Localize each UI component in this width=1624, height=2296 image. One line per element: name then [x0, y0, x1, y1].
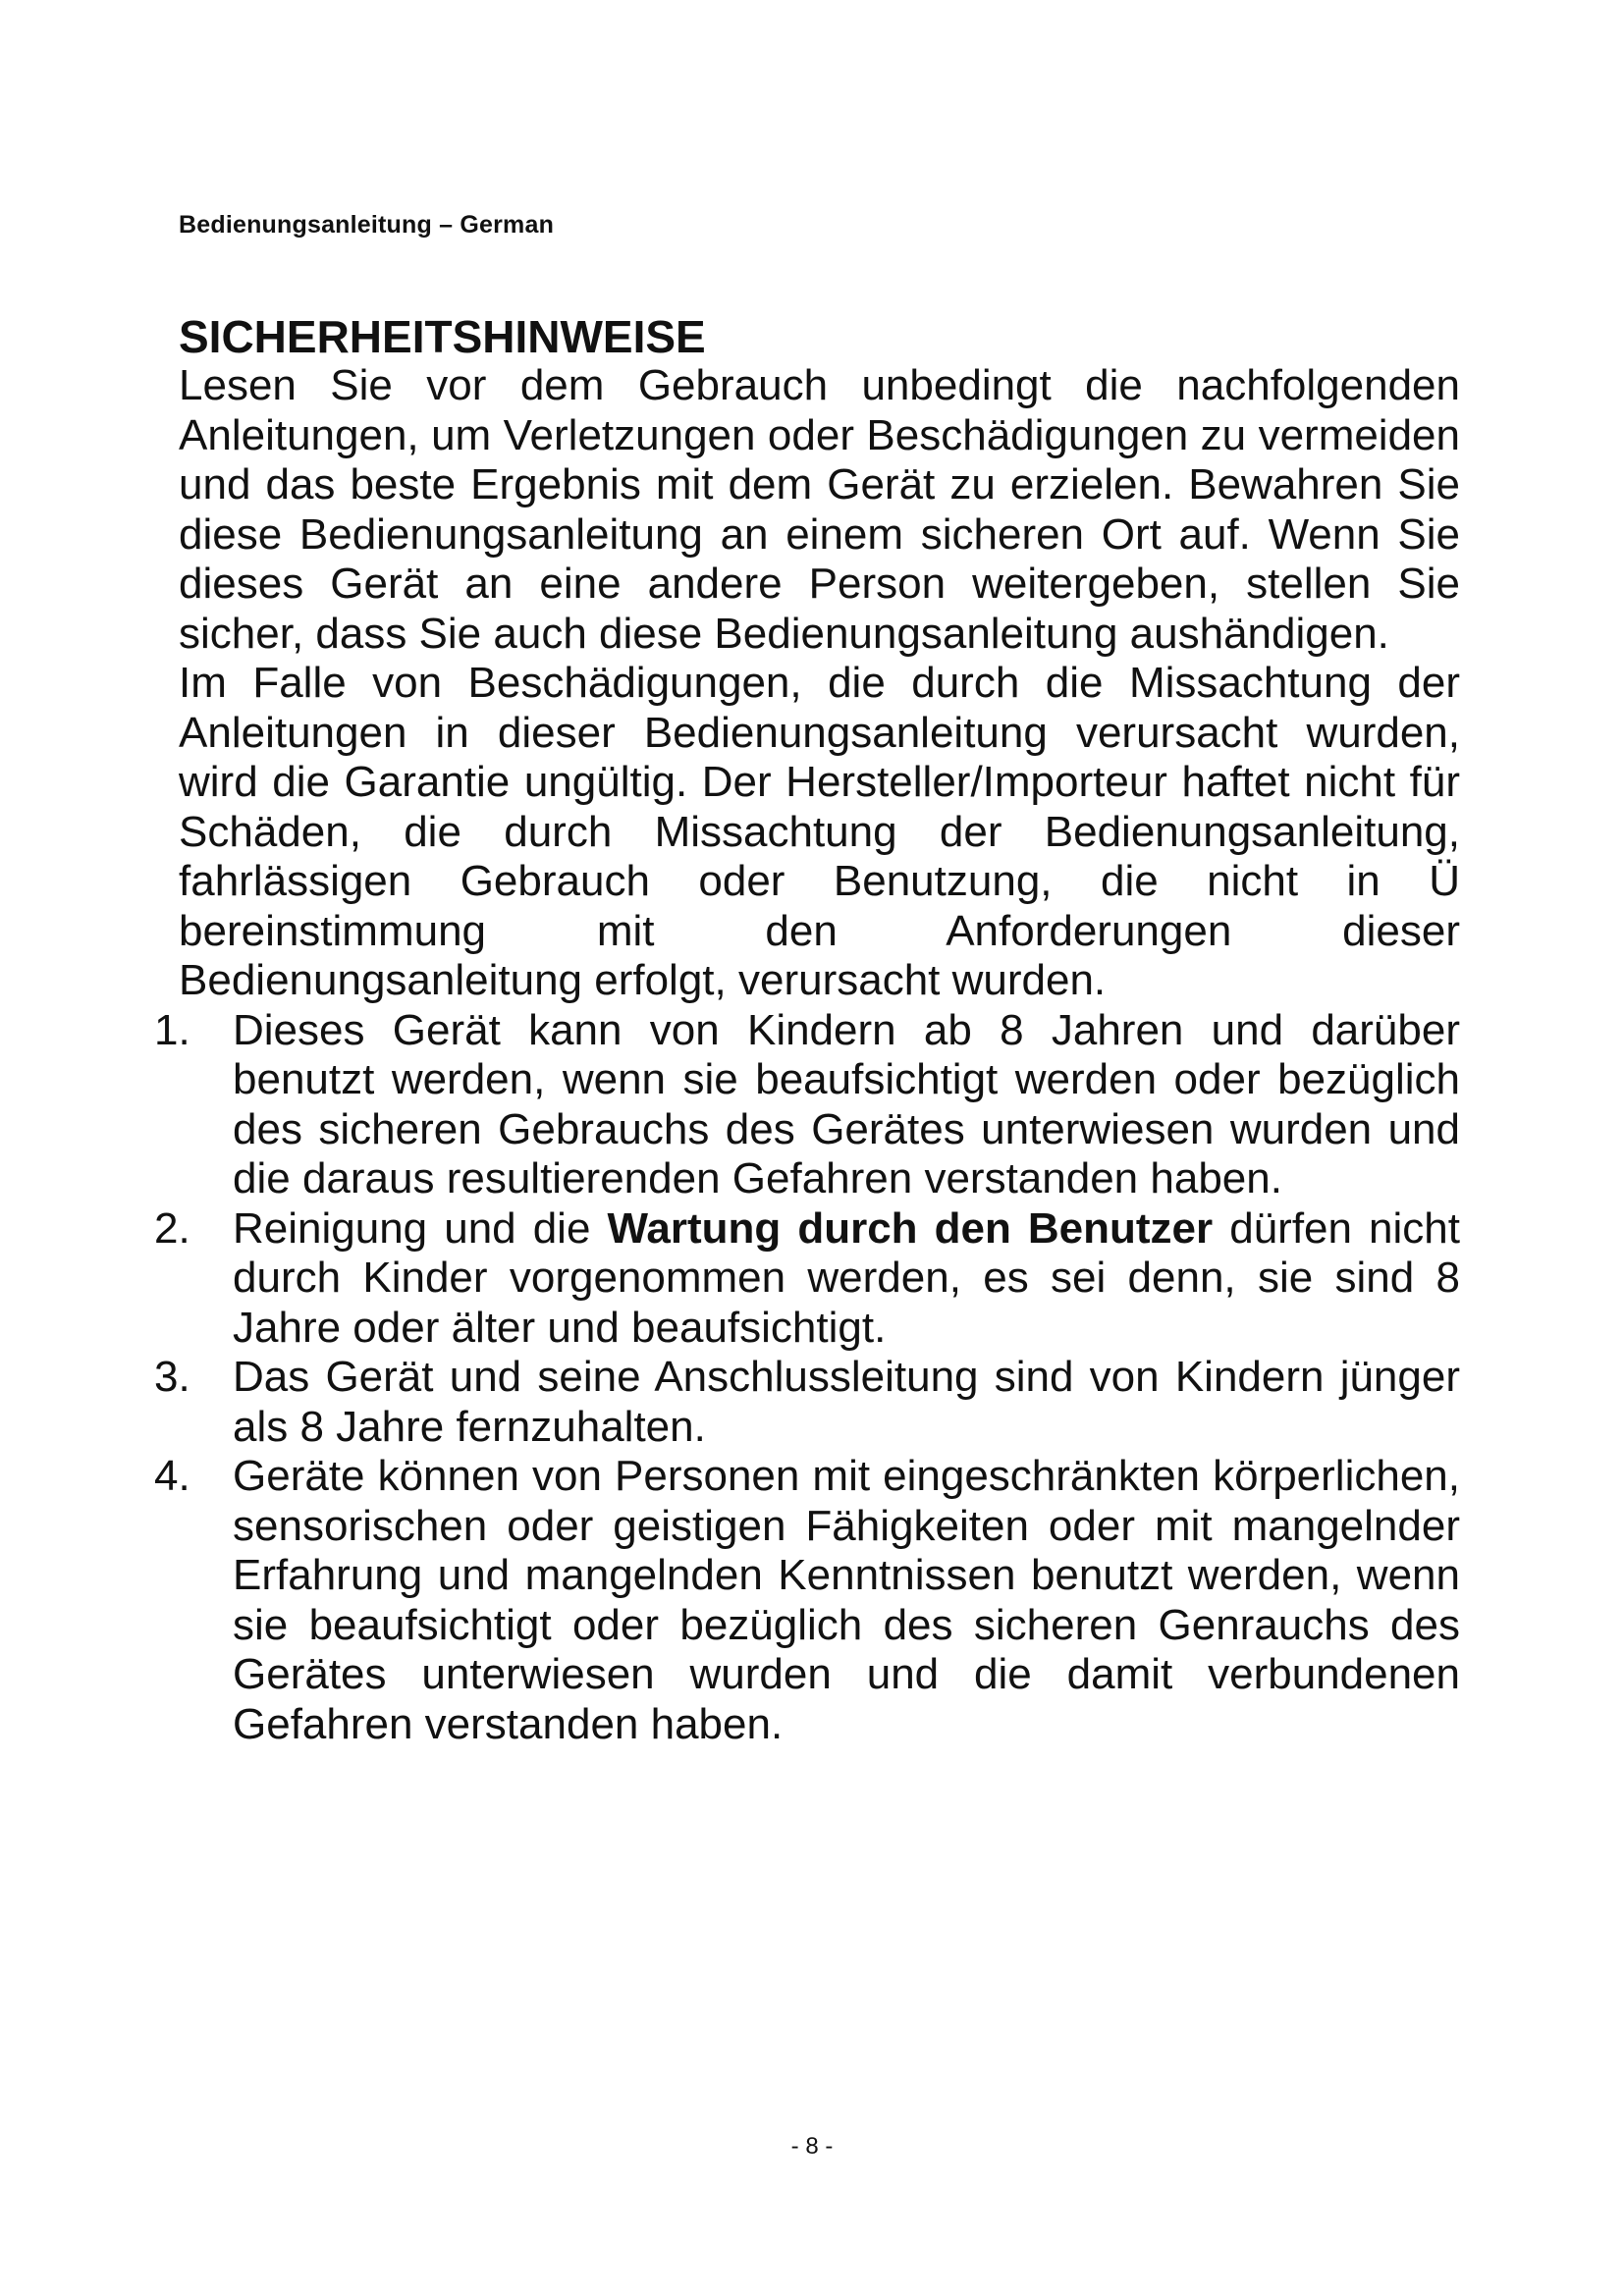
list-item-number: 2. [154, 1203, 190, 1253]
page-number: - 8 - [790, 2133, 834, 2160]
list-item [154, 1452, 1460, 1749]
intro-paragraph-1: Lesen Sie vor dem Gebrauch unbedingt die nachfolgenden Anleitungen, um Verletzungen oder Beschädigungen zu vermeiden und das beste Ergebnis mit dem Gerät zu erzielen. Bewahren Sie diese Bedienungsanleitung an einem sicheren Ort auf. Wenn Sie dieses Gerät an eine andere Person weitergeben, stellen Sie sicher, dass Sie auch diese Bedienungsanleitung aushändigen. [179, 361, 1460, 658]
list-item [154, 1203, 1460, 1354]
list-item-text-bold: Wartung durch den Benutzer [607, 1203, 1214, 1253]
safety-section [154, 311, 1460, 1749]
list-item-number: 1. [154, 1005, 190, 1054]
list-item-text: Geräte können von Personen mit eingeschränkten körperlichen, sensorischen oder geistigen Fähigkeiten oder mit mangelnder Erfahrung und mangelnden Kenntnissen benutzt werden, wenn sie beaufsichtigt oder bezüglich des sicheren Genrauchs des Gerätes unterwiesen wurden und die damit verbundenen Gefahren verstanden haben. [233, 1452, 1460, 1748]
section-title: SICHERHEITSHINWEISE [179, 311, 706, 362]
list-item-text-start: Reinigung und die [233, 1203, 608, 1253]
list-item-text [233, 1204, 1460, 1352]
list-item-text: Dieses Gerät kann von Kindern ab 8 Jahren und darüber benutzt werden, wenn sie beaufsichtigt werden oder bezüglich des sicheren Gebrauchs des Gerätes unterwiesen wurden und die daraus resultierenden Gefahren verstanden haben. [233, 1005, 1460, 1202]
running-header: Bedienungsanleitung – German [179, 211, 555, 239]
list-item [154, 1353, 1460, 1452]
list-item-text-end: dürfen nicht durch Kinder vorgenommen werden, es sei denn, sie sind 8 Jahre oder älter und beaufsichtigt. [233, 1203, 1460, 1352]
list-item-number: 4. [154, 1452, 190, 1500]
list-item [154, 1005, 1460, 1204]
safety-list [154, 1005, 1460, 1750]
list-item-text: Das Gerät und seine Anschlussleitung sind von Kindern jünger als 8 Jahre fernzuhalten. [233, 1353, 1460, 1451]
intro-paragraph-2: Im Falle von Beschädigungen, die durch die Missachtung der Anleitungen in dieser Bedienungsanleitung verursacht wurden, wird die Garantie ungültig. Der Hersteller/Importeur haftet nicht für Schäden, die durch Missachtung der Bedienungsanleitung, fahrlässigen Gebrauch oder Benutzung, die nicht in Ü bereinstimmung mit den Anforderungen dieser Bedienungsanleitung erfolgt, verursacht wurden. [179, 659, 1460, 1004]
list-item-number: 3. [154, 1353, 190, 1401]
